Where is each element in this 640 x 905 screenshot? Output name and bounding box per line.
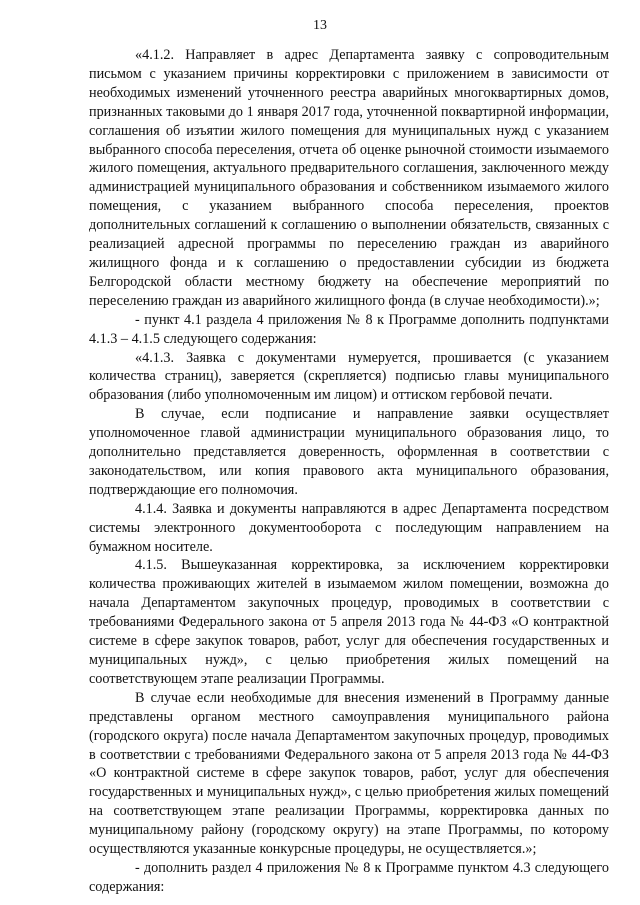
- paragraph-authorized-person: В случае, если подписание и направление заявки осуществляет уполномоченное главой администрации муниципального образования лицо, то дополнительно представляется доверенность, оформленная в соответствии с законодательством, или копия правового акта муниципального образования, подтверждающие его полномочия.: [89, 406, 609, 498]
- paragraph-amend-4-1: - пункт 4.1 раздела 4 приложения № 8 к Программе дополнить подпунктами 4.1.3 – 4.1.5 следующего содержания:: [89, 311, 609, 347]
- page-number: 13: [313, 18, 327, 33]
- paragraph-procurement-case: В случае если необходимые для внесения изменений в Программу данные представлены органом местного самоуправления муниципального района (городского округа) после начала Департаментом закупочных процедур, проводимых в соответствии с требованиями Федерального закона от 5 апреля 2013 года № 44-ФЗ «О контрактной системе в сфере закупок товаров, работ, услуг для обеспечения государственных и муниципальных нужд», с целью приобретения жилых помещений на соответствующем этапе реализации Программы, корректировка данных по муниципальному району (городскому округу) на этапе Программы, по которому осуществляются указанные конкурсные процедуры, не осуществляется.»;: [89, 689, 609, 858]
- paragraph-4-1-2: «4.1.2. Направляет в адрес Департамента заявку с сопроводительным письмом с указанием причины корректировки с приложением в зависимости от необходимых изменений уточненного реестра аварийных многоквартирных домов, признанных таковыми до 1 января 2017 года, уточненной поквартирной информации, соглашения об изъятии жилого помещения для муниципальных нужд с указанием выбранного способа переселения, отчета об оценке рыночной стоимости изымаемого жилого помещения, актуального предварительного соглашения, заключенного между администрацией муниципального образования и собственником изымаемого жилого помещения, с указанием выбранного способа переселения, проектов дополнительных соглашений к соглашению о выполнении обязательств, связанных с реализацией адресной программы по переселению граждан из аварийного жилищного фонда и к соглашению о предоставлении субсидии из бюджета Белгородской области местному бюджету на обеспечение мероприятий по переселению граждан из аварийного жилищного фонда (в случае необходимости).»;: [89, 47, 609, 309]
- paragraph-add-4-3: - дополнить раздел 4 приложения № 8 к Программе пунктом 4.3 следующего содержания:: [89, 859, 609, 895]
- paragraph-4-1-4: 4.1.4. Заявка и документы направляются в адрес Департамента посредством системы электронного документооборота с последующим направлением на бумажном носителе.: [89, 500, 609, 555]
- document-body: [89, 46, 609, 897]
- paragraph-4-1-5: 4.1.5. Вышеуказанная корректировка, за исключением корректировки количества проживающих жителей в изымаемом жилом помещении, возможна до начала Департаментом закупочных процедур, проводимых в соответствии с требованиями Федерального закона от 5 апреля 2013 года № 44-ФЗ «О контрактной системе в сфере закупок товаров, работ, услуг для обеспечения государственных и муниципальных нужд», с целью приобретения жилых помещений на соответствующем этапе реализации Программы.: [89, 557, 609, 687]
- paragraph-4-1-3: «4.1.3. Заявка с документами нумеруется, прошивается (с указанием количества страниц), заверяется (скрепляется) подписью главы муниципального образования (либо уполномоченным им лицом) и оттиском гербовой печати.: [89, 349, 609, 404]
